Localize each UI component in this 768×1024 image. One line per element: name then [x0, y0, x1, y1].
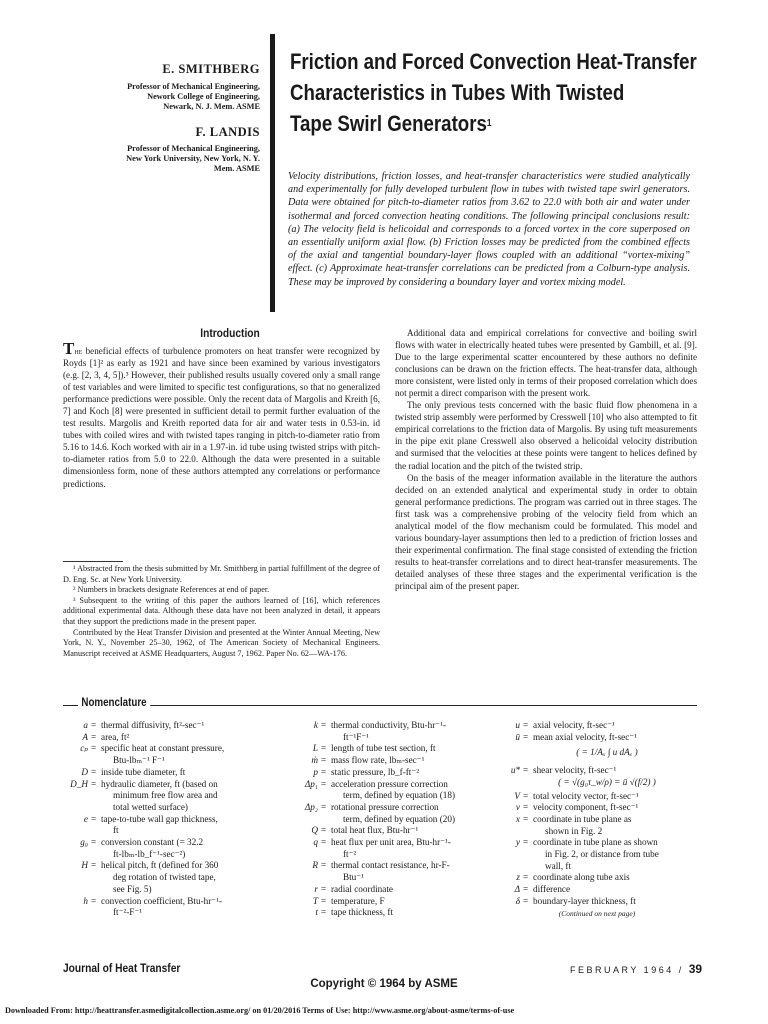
nomenclature-definition [533, 791, 702, 803]
equals-sign: = [321, 825, 327, 836]
nomenclature-symbol: L [312, 743, 318, 754]
nomenclature-symbol: ṁ [311, 755, 318, 766]
affil-line: New York University, New York, N. Y. [126, 154, 260, 163]
nomenclature-symbol: y [515, 837, 520, 848]
nomenclature-definition [331, 896, 490, 908]
equals-sign: = [321, 883, 327, 894]
definition-line: heat flux per unit area, Btu-hr⁻¹- [331, 837, 451, 848]
equals-sign: = [91, 743, 97, 754]
definition-line: ft-lbₘ-lb_f⁻¹-sec⁻²) [113, 848, 186, 859]
nomenclature-symbol: z [516, 872, 520, 883]
intro-paragraph: The only previous tests concerned with the basic fluid flow phenomena in a twisted strip assembly were performed by Cresswell [10] who also attempted to fit empirical correlations to the friction data of Margolis. By using tuft measurements in the pipe exit plane Cresswell also observed a helicoidal velocity distribution and surmised that the velocities at these points were tangent to helices defined by the radial location and the pitch of the twisted strip. [395, 400, 697, 471]
nomenclature-entry [290, 837, 490, 860]
nomenclature-symbol: cₚ [80, 743, 88, 754]
definition-line: ft⁻¹F⁻¹ [343, 731, 369, 742]
nomenclature-definition [331, 802, 490, 825]
equals-sign: = [91, 720, 97, 730]
definition-line: ft [113, 825, 119, 836]
definition-line: velocity component, ft-sec⁻¹ [533, 802, 639, 813]
definition-line: ft⁻² [343, 848, 357, 859]
title-line-text: Tape Swirl Generators [290, 111, 487, 136]
intro-left-column [63, 339, 380, 490]
definition-line: helical pitch, ft (defined for 360 [101, 860, 219, 871]
equals-sign: = [91, 895, 97, 906]
nomenclature-symbol: t [315, 907, 318, 918]
nomenclature-definition [331, 743, 490, 755]
equals-sign: = [321, 860, 327, 871]
issue-date-text: FEBRUARY 1964 / [570, 965, 689, 975]
title-footnote-mark: 1 [486, 118, 492, 129]
nomenclature-symbol: δ [515, 895, 520, 906]
abstract: Velocity distributions, friction losses, and heat-transfer characteristics were studied analytically and experimentally for fully developed turbulent flow in tubes with twisted tape swirl generators. Data were obtained for pitch-to-diameter ratios from 3.62 to 22.0 with both air and water under isothermal and forced convection heating conditions. The following principal conclusions result: (a) The velocity field is helicoidal and corresponds to a forced vortex in the core superposed on an essentially uniform axial flow. (b) Friction losses may be predicted from the combined effects of the axial and tangential boundary-layer flows coupled with an additional “vortex-mixing” effect. (c) Approximate heat-transfer correlations can be predicted from a Colburn-type analysis. These may be improved by considering a boundary layer and vortex mixing model. [288, 171, 690, 288]
nomenclature-column-3 [492, 720, 702, 919]
definition-line: inside tube diameter, ft [101, 766, 186, 777]
definition-line: difference [533, 884, 571, 895]
affil-line: Professor of Mechanical Engineering, [127, 144, 260, 153]
equals-sign: = [321, 907, 327, 918]
nomenclature-entry [60, 814, 288, 837]
footnotes [63, 564, 380, 659]
definition-line: coordinate in tube plane as shown [533, 837, 658, 848]
equals-sign: = [523, 802, 529, 813]
definition-line: mass flow rate, lbₘ-sec⁻¹ [331, 755, 425, 766]
nomenclature-definition [331, 884, 490, 896]
definition-line: hydraulic diameter, ft (based on [101, 778, 218, 789]
title-line: Friction and Forced Convection Heat-Transfer [290, 49, 697, 74]
equals-sign: = [523, 731, 529, 742]
definition-line: minimum free flow area and [113, 790, 218, 801]
download-notice: Downloaded From: http://heattransfer.asmedigitalcollection.asme.org/ on 01/20/2016 Terms of Use: http://www.asme.org/about-asme/terms-of-use [5, 1006, 515, 1015]
nomenclature-definition [101, 767, 288, 779]
definition-line: tape-to-tube wall gap thickness, [101, 813, 218, 824]
definition-line: thermal diffusivity, ft²-sec⁻¹ [101, 720, 205, 730]
nomenclature-definition [331, 837, 490, 860]
equals-sign: = [91, 837, 97, 848]
definition-line: total heat flux, Btu-hr⁻¹ [331, 825, 419, 836]
nomenclature-definition [533, 732, 702, 744]
definition-line: axial velocity, ft-sec⁻¹ [533, 720, 615, 730]
nomenclature-entry [290, 860, 490, 883]
nomenclature-symbol: x [515, 813, 520, 824]
definition-line: temperature, F [331, 895, 385, 906]
equals-sign: = [321, 766, 327, 777]
nomenclature-symbol: p [313, 766, 318, 777]
definition-line: length of tube test section, ft [331, 743, 436, 754]
paper-title [290, 46, 697, 139]
intro-paragraph-1 [63, 339, 380, 490]
nomenclature-symbol: D_H [70, 778, 88, 789]
nomenclature-symbol: u* [510, 765, 520, 776]
definition-line: Btu⁻¹ [343, 872, 364, 883]
footnote: ² Numbers in brackets designate References at end of paper. [73, 585, 270, 595]
nomenclature-entry [290, 896, 490, 908]
definition-line: tape thickness, ft [331, 907, 393, 918]
nomenclature-entry [492, 720, 702, 732]
nomenclature-definition [331, 907, 490, 919]
equals-sign: = [91, 731, 97, 742]
nomenclature-definition [101, 860, 288, 895]
definition-line: ft⁻²-F⁻¹ [113, 907, 142, 918]
footnote: Contributed by the Heat Transfer Division and presented at the Winter Annual Meeting, New York, N. Y., November 25–30, 1962, of The American Society of Mechanical Engineers. Manuscript received at ASME Headquarters, August 7, 1962. Paper No. 62—WA-176. [63, 627, 380, 658]
nomenclature-definition [101, 779, 288, 814]
affil-line: Newark, N. J. Mem. ASME [163, 102, 260, 111]
continued-note: (Continued on next page) [558, 908, 636, 918]
mean-velocity-equation: ( = 1/Aₓ ∫ u dAₓ ) [576, 747, 638, 758]
nomenclature-entry [60, 779, 288, 814]
definition-line: convection coefficient, Btu-hr⁻¹- [101, 895, 222, 906]
nomenclature-entry [60, 720, 288, 732]
footnote-rule [63, 561, 123, 562]
nomenclature-definition [533, 896, 702, 908]
equals-sign: = [321, 743, 327, 754]
equals-sign: = [321, 837, 327, 848]
equals-sign: = [523, 895, 529, 906]
nomenclature-rule [63, 705, 697, 706]
equals-sign: = [523, 813, 529, 824]
nomenclature-definition [331, 860, 490, 883]
nomenclature-entry [290, 907, 490, 919]
equals-sign: = [321, 755, 327, 766]
equals-sign: = [523, 720, 529, 730]
equals-sign: = [523, 837, 529, 848]
nomenclature-entry [290, 802, 490, 825]
nomenclature-definition [331, 755, 490, 767]
equals-sign: = [523, 765, 529, 776]
equals-sign: = [91, 860, 97, 871]
title-divider-bar [270, 34, 275, 312]
nomenclature-symbol: u [515, 720, 520, 730]
nomenclature-symbol: q [313, 837, 318, 848]
intro-paragraph: On the basis of the meager information available in the literature the authors decided on an extended analytical and experimental study in order to obtain general performance predictions. The program was carried out in three stages. The first task was a comprehensive probing of the velocity field from which an analytical model of the flow mechanism could be formulated. This model and various boundary-layer assumptions then led to a prediction of friction losses and their experimental confirmation. The final stage consisted of extending the friction results to heat-transfer correlations and to direct heat-transfer measurements. The detailed analyses of these three stages and the experimental verification is the principal aim of the present paper. [395, 472, 697, 591]
nomenclature-column-2 [290, 720, 490, 919]
definition-line: shear velocity, ft-sec⁻¹ [533, 765, 617, 776]
nomenclature-definition [331, 767, 490, 779]
nomenclature-definition [533, 872, 702, 884]
affil-line: Mem. ASME [213, 164, 260, 173]
definition-line: area, ft² [101, 731, 130, 742]
definition-line: Btu-lbₘ⁻¹ F⁻¹ [113, 755, 165, 766]
definition-line: thermal contact resistance, hr-F- [331, 860, 450, 871]
copyright-notice: Copyright © 1964 by ASME [310, 978, 458, 990]
smallcaps-text: he [74, 346, 83, 356]
equals-sign: = [91, 813, 97, 824]
nomenclature-symbol: g₀ [80, 837, 88, 848]
nomenclature-definition [331, 720, 490, 743]
nomenclature-entry [290, 755, 490, 767]
journal-name: Journal of Heat Transfer [63, 961, 181, 975]
definition-line: in Fig. 2, or distance from tube [545, 849, 659, 860]
nomenclature-entry [492, 896, 702, 908]
nomenclature-entry [492, 802, 702, 814]
nomenclature-symbol: k [313, 720, 318, 730]
issue-date [570, 962, 702, 976]
drop-cap: T [63, 339, 75, 358]
author-name-2: F. LANDIS [195, 125, 260, 139]
definition-line: term, defined by equation (18) [343, 790, 455, 801]
nomenclature-entry [492, 837, 702, 872]
nomenclature-entry [60, 732, 288, 744]
nomenclature-entry [290, 767, 490, 779]
nomenclature-definition [533, 884, 702, 896]
definition-line: shown in Fig. 2 [545, 825, 603, 836]
title-line: Characteristics in Tubes With Twisted [290, 80, 625, 105]
section-heading-introduction: Introduction [200, 326, 260, 340]
definition-line: term, defined by equation (20) [343, 813, 455, 824]
equals-sign: = [523, 790, 529, 801]
nomenclature-symbol: H [81, 860, 88, 871]
shear-velocity-equation: ( = √(g₀τ_w/ρ) = ū √(f/2) ) [558, 776, 656, 787]
equals-sign: = [523, 872, 529, 883]
nomenclature-definition [331, 825, 490, 837]
equals-sign: = [91, 778, 97, 789]
author-name-1: E. SMITHBERG [162, 62, 260, 76]
nomenclature-definition [533, 814, 702, 837]
nomenclature-symbol: T [312, 895, 318, 906]
definition-line: thermal conductivity, Btu-hr⁻¹- [331, 720, 446, 730]
definition-line: total velocity vector, ft-sec⁻¹ [533, 790, 639, 801]
nomenclature-symbol: Δp₁ [304, 778, 318, 789]
definition-line: coordinate along tube axis [533, 872, 630, 883]
nomenclature-entry [60, 837, 288, 860]
nomenclature-entry [492, 872, 702, 884]
nomenclature-column-1 [60, 720, 288, 919]
nomenclature-symbol: V [514, 790, 520, 801]
affil-line: Nework College of Engineering, [147, 92, 260, 101]
definition-line: rotational pressure correction [331, 801, 439, 812]
equals-sign: = [321, 720, 327, 730]
nomenclature-entry [290, 720, 490, 743]
affil-line: Professor of Mechanical Engineering, [127, 82, 260, 91]
nomenclature-definition [101, 732, 288, 744]
page-number: 39 [688, 962, 703, 976]
definition-line: radial coordinate [331, 883, 393, 894]
definition-line: acceleration pressure correction [331, 778, 448, 789]
definition-line: mean axial velocity, ft-sec⁻¹ [533, 731, 637, 742]
definition-line: conversion constant (= 32.2 [101, 837, 204, 848]
definition-line: specific heat at constant pressure, [101, 743, 225, 754]
nomenclature-entry [492, 732, 702, 744]
nomenclature-definition [101, 743, 288, 766]
equals-sign: = [523, 884, 529, 895]
nomenclature-symbol: Δp₂ [304, 801, 318, 812]
nomenclature-entry [290, 779, 490, 802]
nomenclature-definition [533, 837, 702, 872]
nomenclature-symbol: D [81, 766, 88, 777]
definition-line: wall, ft [545, 860, 572, 871]
equals-sign: = [91, 766, 97, 777]
nomenclature-symbol: h [83, 895, 88, 906]
nomenclature-symbol: A [82, 731, 88, 742]
equals-sign: = [321, 895, 327, 906]
intro-right-column [395, 327, 697, 592]
nomenclature-definition [101, 814, 288, 837]
definition-line: deg rotation of twisted tape, [113, 872, 216, 883]
nomenclature-definition [101, 720, 288, 732]
nomenclature-entry [60, 896, 288, 919]
nomenclature-definition [101, 896, 288, 919]
intro-paragraph: Additional data and empirical correlations for convective and boiling swirl flows with water in electrically heated tubes were presented by Gambill, et al. [9]. Due to the large experimental scatter encountered by these authors no definite conclusions can be drawn on the friction effects. The heat-transfer data, although more consistent, were listed only in terms of their proposed correlation which does not permit a direct comparison with the present work. [395, 328, 697, 399]
nomenclature-entry [290, 743, 490, 755]
definition-line: total wetted surface) [113, 801, 188, 812]
nomenclature-entry [60, 767, 288, 779]
nomenclature-symbol: Δ [514, 884, 520, 895]
section-heading-nomenclature: Nomenclature [78, 697, 150, 709]
nomenclature-definition [533, 720, 702, 732]
definition-line: boundary-layer thickness, ft [533, 895, 636, 906]
title-line [290, 108, 697, 139]
nomenclature-symbol: e [83, 813, 88, 824]
nomenclature-definition [533, 802, 702, 814]
definition-line: static pressure, lb_f-ft⁻² [331, 766, 419, 777]
nomenclature-definition [101, 837, 288, 860]
nomenclature-entry [290, 884, 490, 896]
nomenclature-entry [492, 765, 702, 777]
nomenclature-entry [290, 825, 490, 837]
author-affiliation-1 [85, 82, 260, 112]
definition-line: see Fig. 5) [113, 883, 152, 894]
footnote: ¹ Abstracted from the thesis submitted by Mr. Smithberg in partial fulfillment of the degree of D. Eng. Sc. at New York University. [63, 564, 380, 584]
nomenclature-definition [331, 779, 490, 802]
nomenclature-symbol: r [314, 883, 318, 894]
nomenclature-symbol: ū [515, 731, 520, 742]
nomenclature-entry [492, 791, 702, 803]
nomenclature-symbol: R [312, 860, 318, 871]
nomenclature-symbol: v [515, 802, 520, 813]
nomenclature-entry [60, 743, 288, 766]
nomenclature-definition [533, 765, 702, 777]
equals-sign: = [321, 778, 327, 789]
intro-text: beneficial effects of turbulence promoters on heat transfer were recognized by Royds [1]² as early as 1921 and have since been examined by various investigators (e.g. [2, 3, 4, 5]).³ However, their published results usually covered only a small range of test variables and were limited to specific test configurations, so that no generalized performance predictions were possible. Only the recent data of Margolis and Kreith [6, 7] and Koch [8] were presented in sufficient detail to permit further evaluation of the test results. Margolis and Kreith reported data for air and water tests in 0.53-in. id tubes with coiled wires and with twisted tapes ranging in pitch-to-diameter ratio from 5.16 to 14.6. Koch worked with air in a 1.97-in. id tube using twisted strips with pitch-to-diameter ratios from 5.0 to 22.0. Although the data were presented in a suitable dimensionless form, none of these authors attempted any correlations or performance predictions. [63, 346, 380, 489]
nomenclature-entry [492, 884, 702, 896]
nomenclature-entry [60, 860, 288, 895]
equals-sign: = [321, 801, 327, 812]
nomenclature-symbol: a [83, 720, 88, 730]
author-affiliation-2 [85, 144, 260, 174]
footnote: ³ Subsequent to the writing of this paper the authors learned of [16], which references additional experimental data. Although these data have not been analyzed in detail, it appears that they support the predictions made in the present paper. [63, 595, 380, 626]
nomenclature-entry [492, 814, 702, 837]
definition-line: coordinate in tube plane as [533, 813, 632, 824]
nomenclature-symbol: Q [311, 825, 318, 836]
